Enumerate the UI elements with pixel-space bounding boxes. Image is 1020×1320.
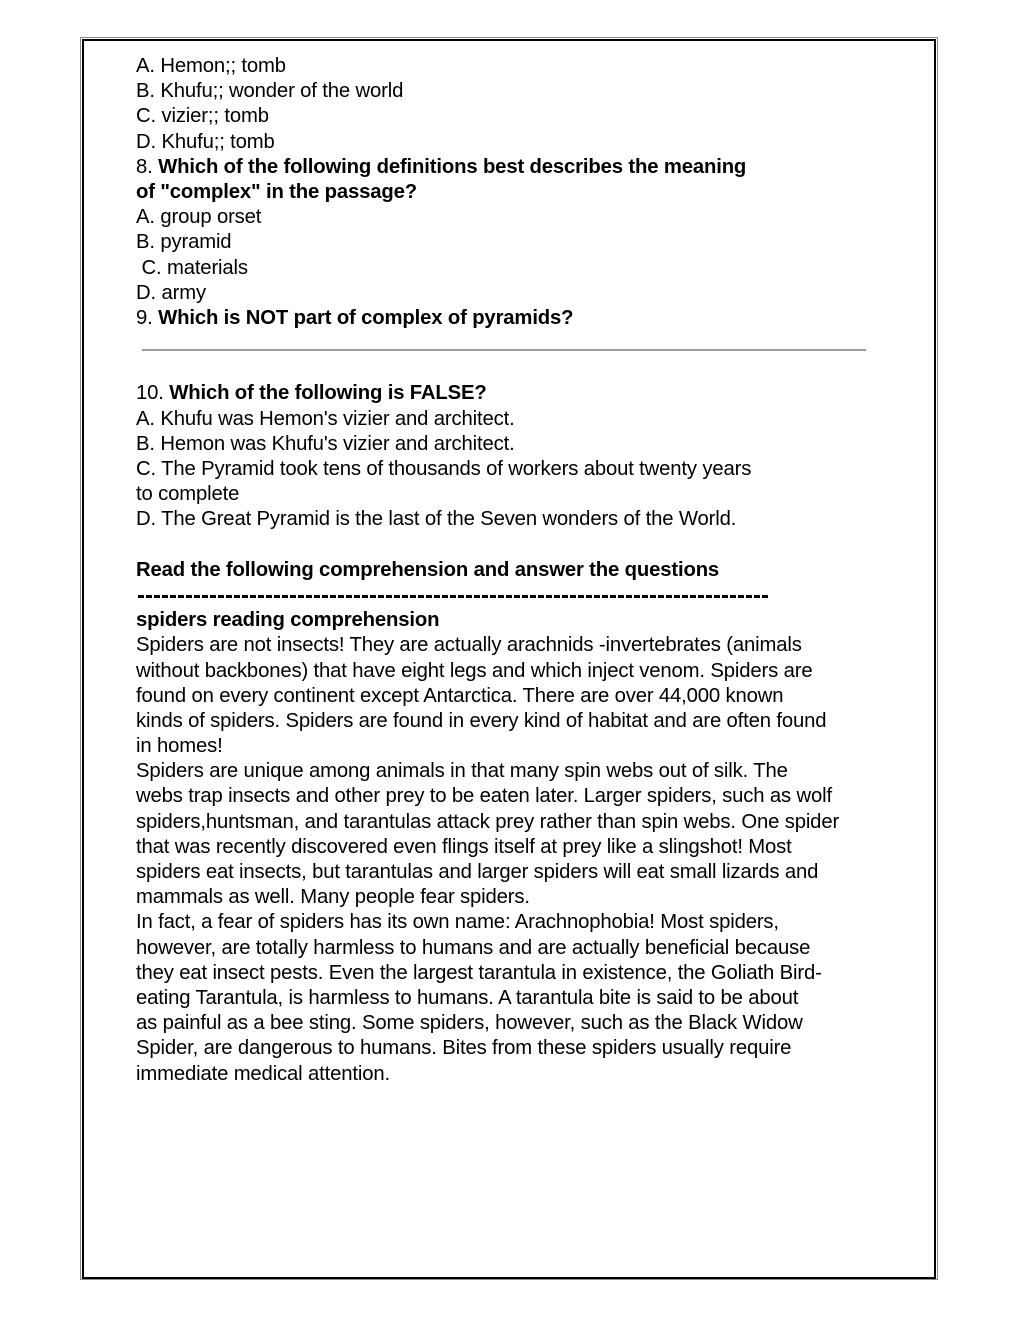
passage-line: In fact, a fear of spiders has its own name: Arachnophobia! Most spiders, [136,911,779,934]
q10-option-d: D. The Great Pyramid is the last of the Seven wonders of the World. [136,508,737,531]
q8-option-d: D. army [136,281,206,304]
passage-body [136,633,926,1086]
passage-line: as painful as a bee sting. Some spiders, however, such as the Black Widow [136,1012,803,1035]
q9-answer-line [136,331,926,381]
q10-option-c-continued: to complete [136,483,240,506]
q7-option-d: D. Khufu;; tomb [136,130,275,153]
q9-number: 9. [136,306,159,329]
q7-option-c: C. vizier;; tomb [136,105,269,128]
passage-line: spiders,huntsman, and tarantulas attack prey rather than spin webs. One spider [136,810,840,833]
passage-line: found on every continent except Antarctica. There are over 44,000 known [136,684,784,707]
passage-line: that was recently discovered even flings itself at prey like a slingshot! Most [136,835,792,858]
answer-underline [142,349,866,351]
q9-question-line [136,306,926,331]
passage-line: Spiders are not insects! They are actually arachnids -invertebrates (animals [136,634,802,657]
passage-title: spiders reading comprehension [136,609,440,632]
question-10 [136,381,926,532]
q10-question-text: Which of the following is FALSE? [169,382,487,405]
q10-question-line [136,381,926,406]
worksheet-content [136,54,926,1087]
question-8 [136,155,926,306]
passage-line: spiders eat insects, but tarantulas and larger spiders will eat small lizards and [136,861,819,884]
passage-line: without backbones) that have eight legs and which inject venom. Spiders are [136,659,813,682]
q8-number: 8. [136,155,159,178]
q10-option-b: B. Hemon was Khufu's vizier and architect. [136,432,515,455]
passage-line: kinds of spiders. Spiders are found in every kind of habitat and are often found [136,709,827,732]
q9-question-text: Which is NOT part of complex of pyramids? [158,306,574,329]
passage-line: they eat insect pests. Even the largest tarantula in existence, the Goliath Bird- [136,961,822,984]
q7-option-b: B. Khufu;; wonder of the world [136,80,404,103]
comprehension-section [136,558,926,1087]
passage-line: Spider, are dangerous to humans. Bites from these spiders usually require [136,1037,792,1060]
q8-question-text: Which of the following definitions best describes the meaning [158,155,747,178]
q10-option-c: C. The Pyramid took tens of thousands of workers about twenty years [136,458,752,481]
passage-line: mammals as well. Many people fear spiders. [136,886,530,909]
q7-option-a: A. Hemon;; tomb [136,55,286,77]
q8-option-c: C. materials [136,256,248,279]
dashed-separator [136,583,926,608]
section-instruction: Read the following comprehension and answer the questions [136,558,720,581]
passage-line: eating Tarantula, is harmless to humans. A tarantula bite is said to be about [136,986,799,1009]
passage-line: webs trap insects and other prey to be eaten later. Larger spiders, such as wolf [136,785,832,808]
q10-number: 10. [136,382,170,405]
passage-line: Spiders are unique among animals in that many spin webs out of silk. The [136,760,788,783]
q8-question-line-1 [136,155,926,180]
q8-question-line-2: of "complex" in the passage? [136,180,418,203]
passage-line: however, are totally harmless to humans and are actually beneficial because [136,936,811,959]
passage-line: in homes! [136,735,223,758]
question-7-options [136,54,926,155]
q8-option-a: A. group orset [136,206,262,229]
dash-line [138,595,770,598]
question-9 [136,306,926,382]
q10-option-a: A. Khufu was Hemon's vizier and architect. [136,407,515,430]
section-spacer [136,533,926,558]
passage-line: immediate medical attention. [136,1062,390,1085]
q8-option-b: B. pyramid [136,231,232,254]
